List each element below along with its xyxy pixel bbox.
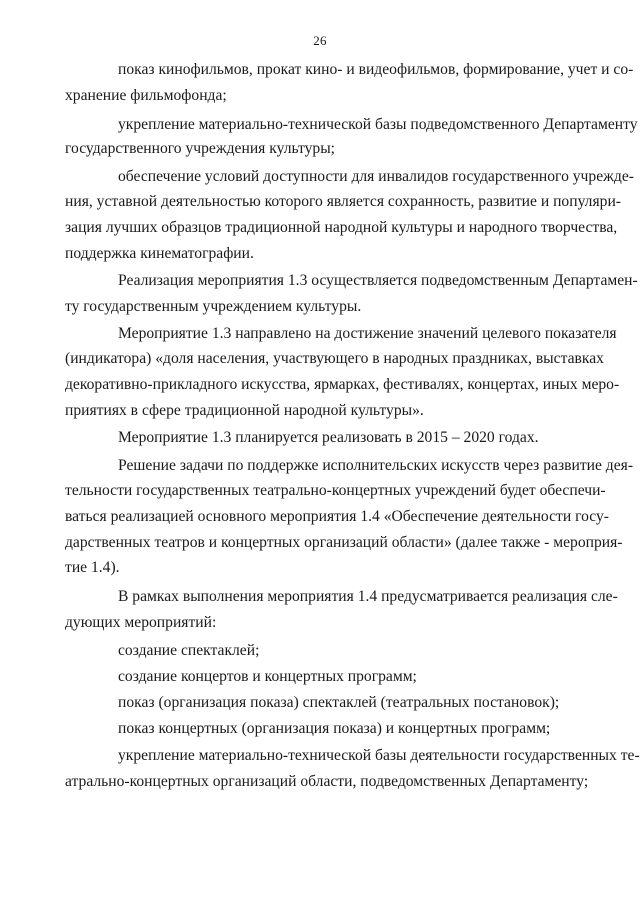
page-number: 26 xyxy=(313,33,327,48)
text-line: тельности государственных театрально-концертных учреждений будет обеспечи- xyxy=(65,482,606,499)
text-line: В рамках выполнения мероприятия 1.4 предусматривается реализация сле- xyxy=(118,588,618,605)
text-line: государственного учреждения культуры; xyxy=(65,140,336,157)
text-line: тие 1.4). xyxy=(65,559,120,576)
text-line: укрепление материально-технической базы деятельности государственных те- xyxy=(118,747,640,764)
text-line: Решение задачи по поддержке исполнительских искусств через развитие дея- xyxy=(118,457,634,474)
text-line: дарственных театров и концертных организаций области» (далее также - мероприя- xyxy=(65,534,623,551)
text-line: укрепление материально-технической базы подведомственного Департаменту xyxy=(118,116,638,133)
text-line: Мероприятие 1.3 планируется реализовать в 2015 – 2020 годах. xyxy=(118,429,539,446)
text-line: создание спектаклей; xyxy=(118,642,260,659)
text-line: Реализация мероприятия 1.3 осуществляется подведомственным Департамен- xyxy=(118,272,638,289)
text-line: ния, уставной деятельностью которого является сохранность, развитие и популяри- xyxy=(65,193,621,210)
text-line: поддержка кинематографии. xyxy=(65,245,254,262)
text-line: хранение фильмофонда; xyxy=(65,87,227,104)
text-line: ту государственным учреждением культуры. xyxy=(65,298,362,315)
text-line: приятиях в сфере традиционной народной культуры». xyxy=(65,402,424,419)
text-line: показ кинофильмов, прокат кино- и видеофильмов, формирование, учет и со- xyxy=(118,61,634,78)
text-line: создание концертов и концертных программ; xyxy=(118,668,417,685)
text-line: (индикатора) «доля населения, участвующего в народных праздниках, выставках xyxy=(65,350,604,367)
text-line: атрально-концертных организаций области, подведомственных Департаменту; xyxy=(65,773,589,790)
text-line: дующих мероприятий: xyxy=(65,614,217,631)
text-line: декоративно-прикладного искусства, ярмарках, фестивалях, концертах, иных меро- xyxy=(65,376,620,393)
text-line: показ (организация показа) спектаклей (театральных постановок); xyxy=(118,694,560,711)
text-line: зация лучших образцов традиционной народной культуры и народного творчества, xyxy=(65,219,618,236)
text-line: обеспечение условий доступности для инвалидов государственного учрежде- xyxy=(118,168,634,185)
text-line: Мероприятие 1.3 направлено на достижение значений целевого показателя xyxy=(118,325,617,342)
text-line: ваться реализацией основного мероприятия 1.4 «Обеспечение деятельности госу- xyxy=(65,508,609,525)
text-line: показ концертных (организация показа) и концертных программ; xyxy=(118,720,551,737)
